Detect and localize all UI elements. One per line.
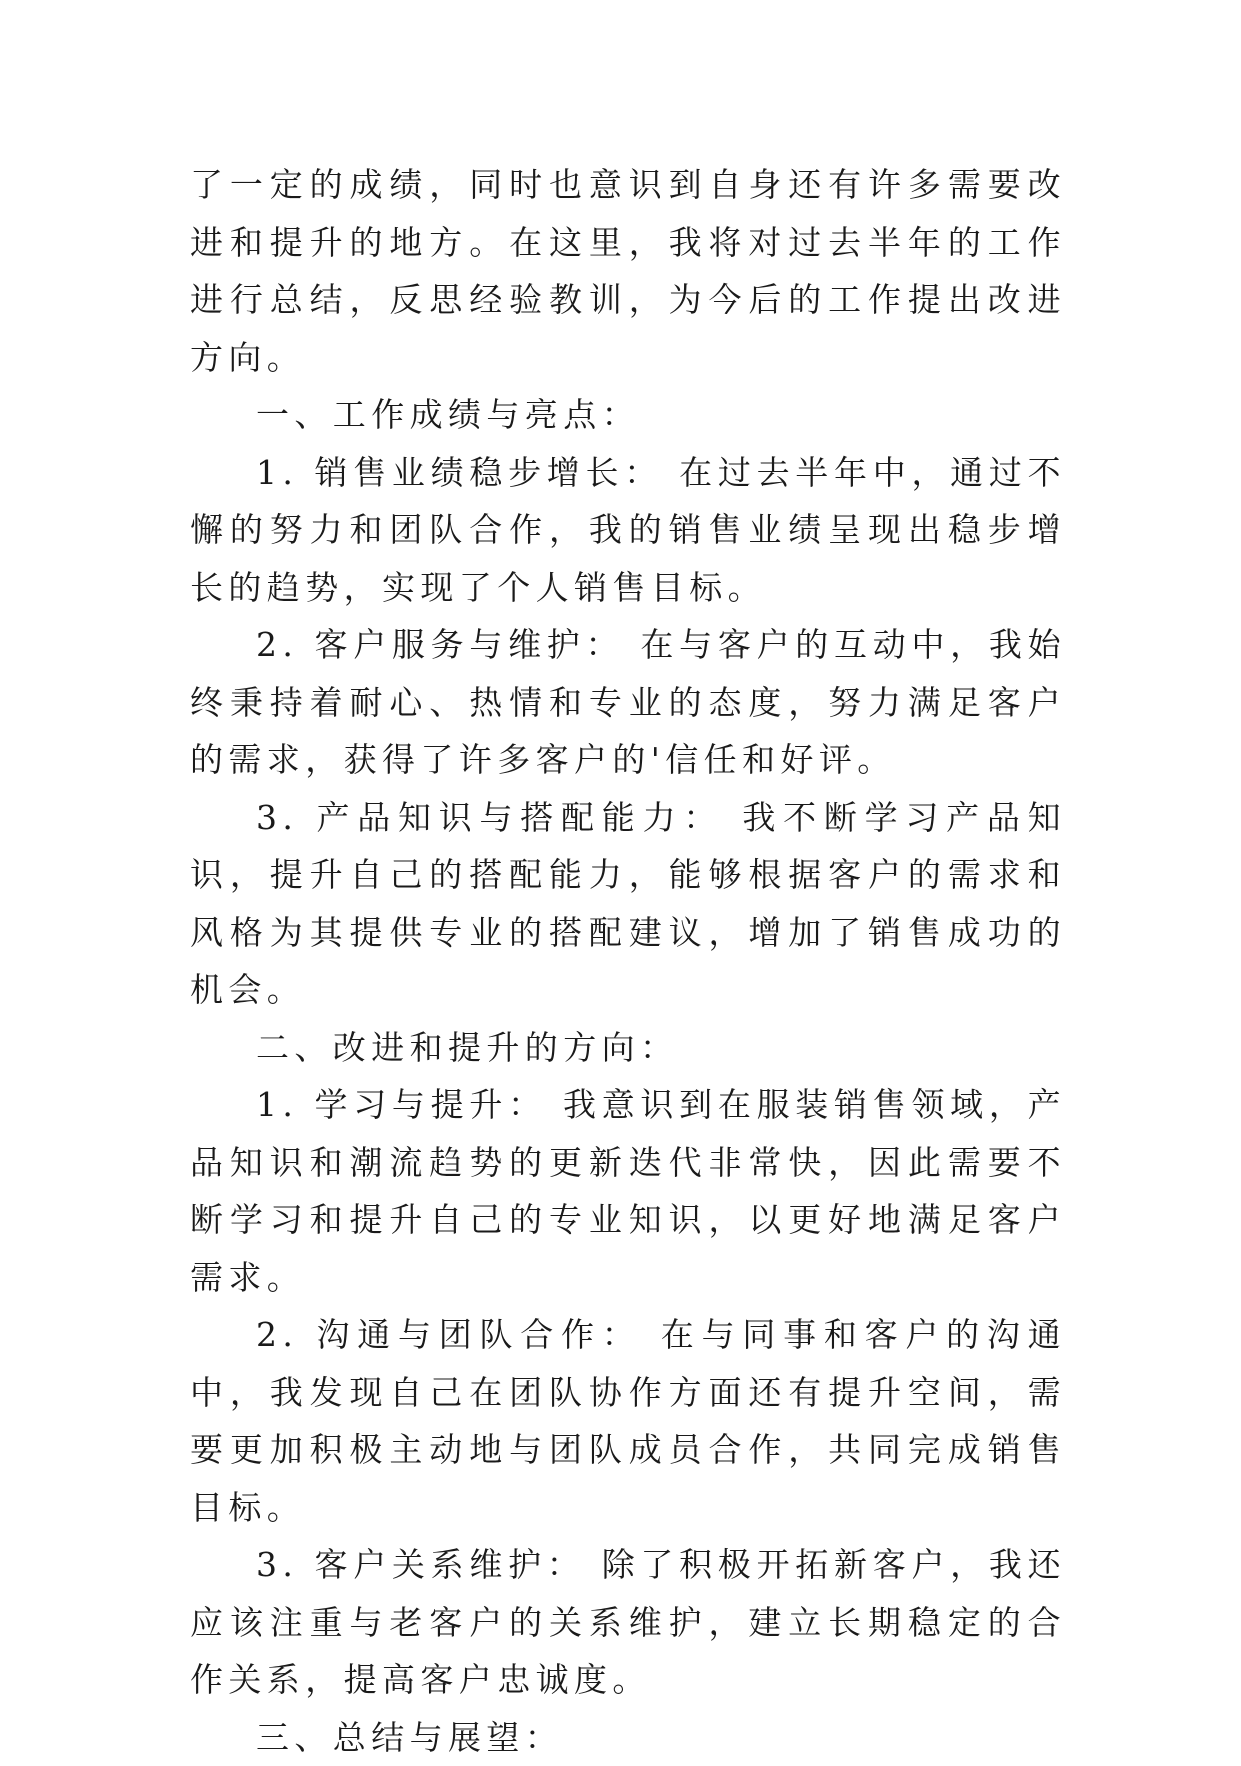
list-item-sales-growth: 1. 销售业绩稳步增长： 在过去半年中，通过不懈的努力和团队合作，我的销售业绩呈现出稳步增长的趋势，实现了个人销售目标。 bbox=[190, 444, 1066, 617]
list-item-client-relations: 3. 客户关系维护： 除了积极开拓新客户，我还应该注重与老客户的关系维护，建立长期稳定的合作关系，提高客户忠诚度。 bbox=[190, 1536, 1066, 1709]
list-item-teamwork: 2. 沟通与团队合作： 在与同事和客户的沟通中，我发现自己在团队协作方面还有提升空间，需要更加积极主动地与团队成员合作，共同完成销售目标。 bbox=[190, 1306, 1066, 1536]
list-item-learning: 1. 学习与提升： 我意识到在服装销售领域，产品知识和潮流趋势的更新迭代非常快，因此需要不断学习和提升自己的专业知识，以更好地满足客户需求。 bbox=[190, 1076, 1066, 1306]
section-heading-improvement: 二、改进和提升的方向： bbox=[190, 1019, 1066, 1077]
section-heading-summary: 三、总结与展望： bbox=[190, 1709, 1066, 1766]
paragraph-intro-continuation: 了一定的成绩，同时也意识到自身还有许多需要改进和提升的地方。在这里，我将对过去半年的工作进行总结，反思经验教训，为今后的工作提出改进方向。 bbox=[190, 156, 1066, 386]
section-heading-achievements: 一、工作成绩与亮点： bbox=[190, 386, 1066, 444]
document-body bbox=[190, 156, 1066, 1766]
list-item-customer-service: 2. 客户服务与维护： 在与客户的互动中，我始终秉持着耐心、热情和专业的态度，努力满足客户的需求，获得了许多客户的'信任和好评。 bbox=[190, 616, 1066, 789]
list-item-product-knowledge: 3. 产品知识与搭配能力： 我不断学习产品知识，提升自己的搭配能力，能够根据客户的需求和风格为其提供专业的搭配建议，增加了销售成功的机会。 bbox=[190, 789, 1066, 1019]
